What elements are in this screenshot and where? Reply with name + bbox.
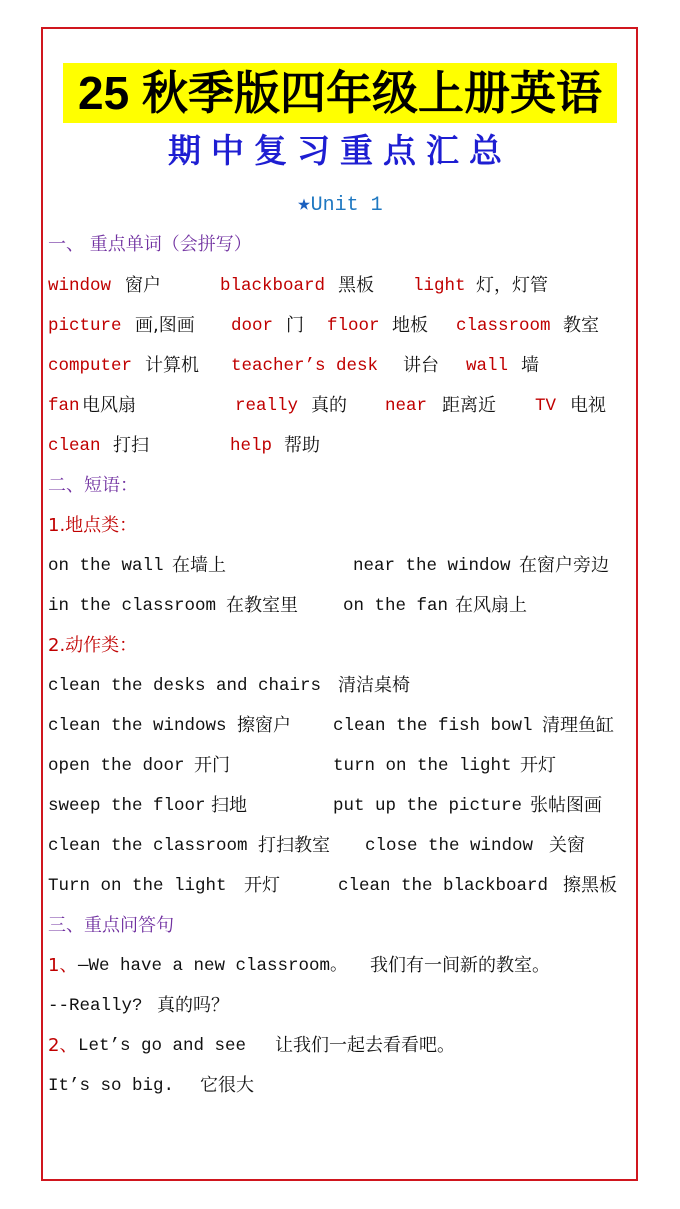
phrase-en: clean the blackboard (338, 876, 549, 896)
vocab-word: light (413, 276, 466, 296)
phrase-zh: 在墙上 (172, 555, 226, 576)
vocab-meaning: 计算机 (145, 355, 199, 376)
qa-line (0, 991, 680, 1021)
star-icon: ★ (297, 192, 311, 217)
unit-label: Unit 1 (310, 194, 383, 217)
page-subtitle: 期中复习重点汇总 (168, 131, 512, 170)
vocab-word: classroom (456, 316, 551, 336)
phrase-zh: 清理鱼缸 (542, 715, 614, 736)
phrase-row (0, 831, 680, 861)
vocab-row (0, 271, 680, 301)
vocab-word: wall (466, 356, 509, 376)
phrase-zh: 开灯 (520, 755, 556, 776)
section-heading-vocabulary (0, 230, 680, 260)
vocab-meaning: 电风扇 (82, 395, 136, 416)
phrase-zh: 开门 (194, 755, 230, 776)
vocab-meaning: 门 (286, 315, 304, 336)
vocab-meaning: 真的 (311, 395, 347, 416)
phrase-row (0, 551, 680, 581)
qa-line (0, 1071, 680, 1101)
page-title: 25 秋季版四年级上册英语 (78, 67, 602, 119)
vocab-word: fan (48, 396, 80, 416)
vocab-meaning: 教室 (563, 315, 599, 336)
vocab-meaning: 帮助 (284, 435, 320, 456)
subheading-text: 1.地点类： (48, 515, 138, 536)
vocab-word: really (235, 396, 299, 416)
phrase-en: open the door (48, 756, 185, 776)
vocab-meaning: 打扫 (113, 435, 149, 456)
qa-english: --Really? (48, 996, 143, 1016)
qa-english: It’s so big. (48, 1076, 175, 1096)
vocab-word: door (231, 316, 274, 336)
qa-chinese: 它很大 (200, 1075, 254, 1096)
vocab-row (0, 431, 680, 461)
phrase-row (0, 871, 680, 901)
subheading-places (0, 511, 680, 541)
phrase-row (0, 791, 680, 821)
qa-chinese: 让我们一起去看看吧。 (275, 1035, 455, 1056)
phrase-zh: 清洁桌椅 (338, 675, 410, 696)
phrase-en: clean the windows (48, 716, 227, 736)
phrase-en: clean the desks and chairs (48, 676, 322, 696)
vocab-meaning: 灯，灯管 (476, 275, 548, 296)
vocab-row (0, 351, 680, 381)
phrase-en: turn on the light (333, 756, 512, 776)
vocab-meaning: 窗户 (125, 275, 161, 296)
section-heading-text: 一、 重点单词（会拼写） (48, 234, 252, 255)
phrase-row (0, 711, 680, 741)
subheading-text: 2.动作类： (48, 635, 138, 656)
vocab-meaning: 墙 (521, 355, 539, 376)
phrase-en: on the fan (343, 596, 449, 616)
vocab-row (0, 311, 680, 341)
unit-heading (0, 190, 680, 221)
phrase-en: close the window (365, 836, 534, 856)
phrase-zh: 擦窗户 (237, 715, 291, 736)
phrase-zh: 擦黑板 (563, 875, 617, 896)
phrase-zh: 关窗 (549, 835, 585, 856)
phrase-row (0, 671, 680, 701)
phrase-en: clean the fish bowl (333, 716, 533, 736)
phrase-en: Turn on the light (48, 876, 227, 896)
qa-line (0, 1031, 680, 1061)
section-heading-qa (0, 911, 680, 941)
phrase-en: put up the picture (333, 796, 523, 816)
vocab-meaning: 距离近 (442, 395, 496, 416)
subheading-actions (0, 631, 680, 661)
phrase-en: in the classroom (48, 596, 217, 616)
phrase-en: near the window (353, 556, 511, 576)
phrase-zh: 张帖图画 (530, 795, 602, 816)
vocab-row (0, 391, 680, 421)
phrase-zh: 在风扇上 (455, 595, 527, 616)
vocab-word: TV (535, 396, 557, 416)
qa-chinese: 真的吗？ (157, 995, 229, 1016)
qa-english: —We have a new classroom。 (78, 956, 348, 976)
qa-line (0, 951, 680, 981)
vocab-word: clean (48, 436, 101, 456)
vocab-meaning: 画,图画 (135, 315, 195, 336)
vocab-word: teacher’s desk (231, 356, 379, 376)
qa-english: Let’s go and see (78, 1036, 247, 1056)
vocab-word: blackboard (220, 276, 326, 296)
section-heading-text: 三、重点问答句 (48, 915, 174, 936)
vocab-word: window (48, 276, 112, 296)
qa-number: 1、 (48, 955, 78, 976)
phrase-zh: 在窗户旁边 (519, 555, 609, 576)
vocab-word: near (385, 396, 428, 416)
phrase-zh: 开灯 (244, 875, 280, 896)
qa-chinese: 我们有一间新的教室。 (370, 955, 550, 976)
section-heading-text: 二、短语： (48, 475, 138, 496)
phrase-row (0, 751, 680, 781)
phrase-zh: 打扫教室 (258, 835, 330, 856)
phrase-zh: 在教室里 (226, 595, 298, 616)
vocab-word: help (230, 436, 273, 456)
vocab-word: floor (327, 316, 380, 336)
vocab-meaning: 地板 (392, 315, 428, 336)
phrase-en: clean the classroom (48, 836, 248, 856)
vocab-word: picture (48, 316, 122, 336)
section-heading-phrases (0, 471, 680, 501)
vocab-meaning: 讲台 (403, 355, 439, 376)
phrase-en: sweep the floor (48, 796, 206, 816)
phrase-en: on the wall (48, 556, 164, 576)
vocab-word: computer (48, 356, 133, 376)
vocab-meaning: 黑板 (338, 275, 374, 296)
vocab-meaning: 电视 (570, 395, 606, 416)
phrase-row (0, 591, 680, 621)
phrase-zh: 扫地 (211, 795, 247, 816)
qa-number: 2、 (48, 1035, 78, 1056)
